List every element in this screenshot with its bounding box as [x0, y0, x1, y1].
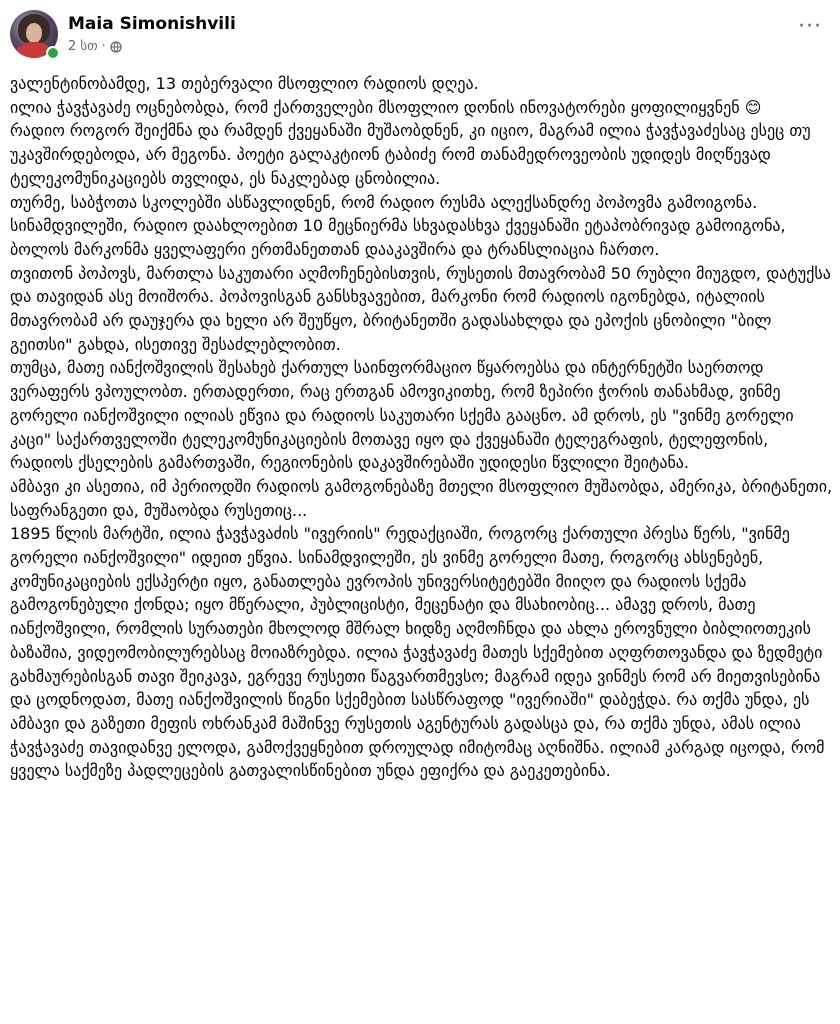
- post-paragraph: თვითონ პოპოვს, მართლა საკუთარი აღმოჩენებისთვის, რუსეთის მთავრობამ 50 რუბლი მიუგდო, დატუქსა და თავიდან ასე მოიშორა. პოპოვისგან განსხვავებით, მარკონი რომ რადიოს იგონებდა, იტალიის მთავრობამ არ დაუჯერა და ხელი არ შეუწყო, ბრიტანეთში გადასახლდა და ეპოქის ცნობილი "ბილ გეითსი" გახდა, ისეთივე შესაძლებლობით.: [10, 263, 831, 354]
- post-header: [10, 10, 830, 62]
- post-paragraph: ამბავი კი ასეთია, იმ პერიოდში რადიოს გამოგონებაზე მთელი მსოფლიო მუშაობდა, ამერიკა, ბრიტანეთი, საფრანგეთი და, მუშაობდა რუსეთიც...: [10, 476, 833, 520]
- post-paragraph: რადიო როგორ შეიქმნა და რამდენ ქვეყანაში მუშაობდნენ, კი იციო, მაგრამ ილია ჭავჭავაძესაც ესეც თუ უკავშირდებოდა, არ მეგონა. პოეტი გალაკტიონ ტაბიძე რომ თანამედროვეობის უდიდეს მიღწევად ტელეკომუნიკაციებს თვლიდა, ეს ნაკლებად ცნობილია.: [10, 121, 811, 188]
- post-paragraph: ილია ჭავჭავაძე ოცნებობდა, რომ ქართველები მსოფლიო დონის ინოვატორები ყოფილიყვნენ 😊: [10, 97, 762, 117]
- avatar-face: [26, 23, 42, 43]
- globe-icon[interactable]: [110, 41, 122, 53]
- post-meta: [68, 39, 122, 54]
- author-name[interactable]: Maia Simonishvili: [68, 14, 236, 34]
- post-body: [10, 72, 834, 783]
- post-paragraph: ვალენტინობამდე, 13 თებერვალი მსოფლიო რადიოს დღეა.: [10, 74, 479, 93]
- post-paragraph: 1895 წლის მარტში, ილია ჭავჭავაძის "ივერიის" რედაქციაში, როგორც ქართული პრესა წერს, "ვინმე გორელი იანქოშვილი" იდეით ეწვია. სინამდვილეში, ეს ვინმე გორელი მათე, როგორც ახსენებენ, კომუნიკაციების ექსპერტი იყო, განათლება ევროპის უნივერსიტეტებში მიიღო და რადიოს სქემა გამოგონებული ქონდა; იყო მწერალი, პუბლიცისტი, მეცენატი და მსახიობიც... ამავე დროს, მათე იანქოშვილი, რომლის სურათები მხოლოდ მშრალ ხიდზე აღმოჩნდა და ახლა ეროვნული ბიბლიოთეკის ბაზაშია, ვიდეომობილურებსაც მოიაზრებდა. ილია ჭავჭავაძე მათეს სქემებით აღფრთოვანდა და ზედმეტი გახმაურებისგან თავი შეიკავა, ეგრევე რუსეთი წაგვართმევსო; მაგრამ იდეა ვინმეს რომ არ მიეთვისებინა და ცოდნოდათ, მათე იანქოშვილის წიგნი სქემებით სასწრაფოდ "ივერიაში" დაბეჭდა. რა თქმა უნდა, ეს ამბავი და გაზეთი მეფის ოხრანკამ მაშინვე რუსეთის აგენტურას გადასცა და, რა თქმა უნდა, ამას ილია ჭავჭავაძე თავიდანვე ელოდა, გამოქვეყნებით დროულად იმიტომაც აღნიშნა. ილიამ კარგად იცოდა, რომ ყველა საქმეზე პადლეცების გათვალისწინებით უნდა ეფიქრა და გაეკეთებინა.: [10, 524, 825, 781]
- post-paragraph: თუმცა, მათე იანქოშვილის შესახებ ქართულ საინფორმაციო წყაროებსა და ინტერნეტში საერთოდ ვერაფერს ვპოულობთ. ერთადერთი, რაც ერთგან ამოვიკითხე, რომ ზეპირი ჭორის თანახმად, ვინმე გორელი იანქოშვილი ილიას ეწვია და რადიოს საკუთარი სქემა გააცნო. ამ დროს, ეს "ვინმე გორელი კაცი" საქართველოში ტელეკომუნიკაციების მოთავე იყო და ქვეყანაში ტელეგრაფის, ტელეფონის, რადიოს ქსელების გამართვაში, რეგიონების დაკავშირებაში უდიდესი წვლილი შეიტანა.: [10, 358, 794, 473]
- post-paragraph: თურმე, საბჭოთა სკოლებში ასწავლიდნენ, რომ რადიო რუსმა ალექსანდრე პოპოვმა გამოიგონა. სინამდვილეში, რადიო დაახლოებით 10 მეცნიერმა სხვადასხვა ქვეყანაში ეტაპობრივად გამოიგონა, ბოლოს მარკონმა ყველაფერი ერთმანეთთან დააკავშირა და ტრანსლიაცია ჩართო.: [10, 192, 786, 259]
- more-options-button[interactable]: ···: [798, 14, 822, 39]
- online-status-dot: [46, 46, 60, 60]
- post-timestamp[interactable]: 2 სთ: [68, 39, 98, 54]
- meta-separator: ·: [101, 39, 106, 54]
